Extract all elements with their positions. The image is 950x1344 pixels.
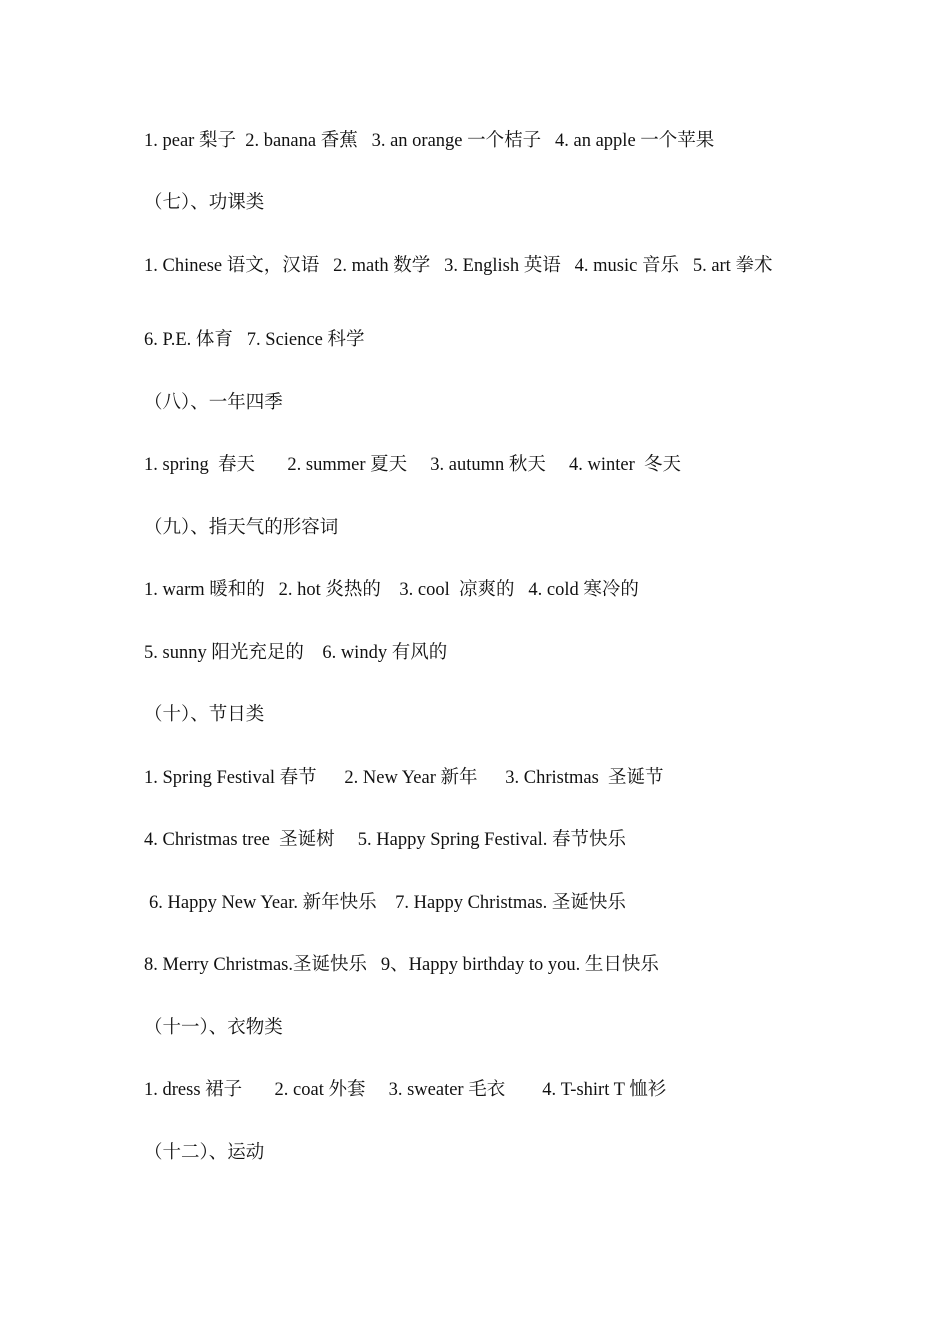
vocab-line-festivals-2: 4. Christmas tree 圣诞树 5. Happy Spring Festival. 春节快乐 [144, 830, 626, 850]
section-heading-subjects: （七）、功课类 [144, 193, 265, 213]
vocab-line-fruits: 1. pear 梨子 2. banana 香蕉 3. an orange 一个桔子 4. an apple 一个苹果 [144, 131, 715, 151]
vocab-line-festivals-4: 8. Merry Christmas.圣诞快乐 9、Happy birthday to you. 生日快乐 [144, 955, 659, 975]
section-heading-sports: （十二）、运动 [144, 1143, 265, 1163]
section-heading-festivals: （十）、节日类 [144, 705, 265, 725]
vocab-line-clothes: 1. dress 裙子 2. coat 外套 3. sweater 毛衣 4. T-shirt T 恤衫 [144, 1080, 667, 1100]
vocab-line-weather-2: 5. sunny 阳光充足的 6. windy 有风的 [144, 643, 448, 663]
vocab-line-weather-1: 1. warm 暖和的 2. hot 炎热的 3. cool 凉爽的 4. cold 寒冷的 [144, 580, 639, 600]
section-heading-weather: （九）、指天气的形容词 [144, 518, 339, 538]
vocab-line-festivals-1: 1. Spring Festival 春节 2. New Year 新年 3. Christmas 圣诞节 [144, 768, 664, 788]
section-heading-clothes: （十一）、衣物类 [144, 1018, 283, 1038]
vocab-line-subjects-2: 6. P.E. 体育 7. Science 科学 [144, 330, 365, 350]
vocab-line-seasons: 1. spring 春天 2. summer 夏天 3. autumn 秋天 4. winter 冬天 [144, 455, 681, 475]
section-heading-seasons: （八）、一年四季 [144, 393, 283, 413]
vocab-line-festivals-3: 6. Happy New Year. 新年快乐 7. Happy Christmas. 圣诞快乐 [149, 893, 626, 913]
vocab-line-subjects-1: 1. Chinese 语文，汉语 2. math 数学 3. English 英语 4. music 音乐 5. art 拳术 [144, 256, 773, 276]
